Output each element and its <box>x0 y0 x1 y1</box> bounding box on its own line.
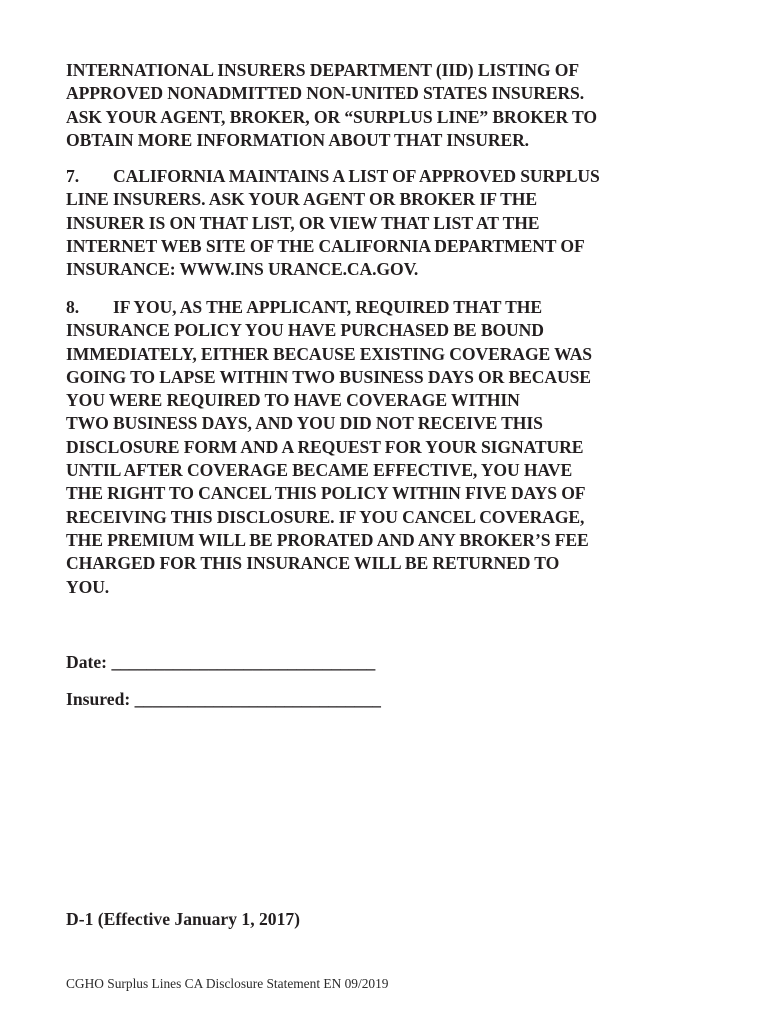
paragraph-8-line: THE RIGHT TO CANCEL THIS POLICY WITHIN FIVE DAYS OF <box>66 483 586 504</box>
paragraph-7-line: INTERNET WEB SITE OF THE CALIFORNIA DEPARTMENT OF <box>66 235 585 256</box>
paragraph-7-line: LINE INSURERS. ASK YOUR AGENT OR BROKER IF THE <box>66 189 538 210</box>
paragraph-8-line: IF YOU, AS THE APPLICANT, REQUIRED THAT THE <box>113 297 542 317</box>
intro-line: ASK YOUR AGENT, BROKER, OR “SURPLUS LINE” BROKER TO <box>66 106 597 127</box>
insured-signature-row <box>66 688 716 711</box>
intro-paragraph <box>66 59 716 152</box>
footer-text: CGHO Surplus Lines CA Disclosure Statement EN 09/2019 <box>66 976 389 991</box>
form-code: D-1 (Effective January 1, 2017) <box>66 909 301 929</box>
paragraph-8-line: YOU WERE REQUIRED TO HAVE COVERAGE WITHIN <box>66 390 520 411</box>
paragraph-8-line: TWO BUSINESS DAYS, AND YOU DID NOT RECEIVE THIS <box>66 413 543 434</box>
paragraph-8-line: THE PREMIUM WILL BE PRORATED AND ANY BROKER’S FEE <box>66 529 589 550</box>
paragraph-7-number: 7. <box>66 166 79 186</box>
paragraph-8 <box>66 296 716 599</box>
date-signature-row <box>66 651 716 674</box>
paragraph-7-first-line <box>66 165 716 188</box>
paragraph-7-line: INSURANCE: WWW.INS URANCE.CA.GOV. <box>66 259 419 280</box>
paragraph-8-first-line <box>66 296 716 319</box>
paragraph-8-line: GOING TO LAPSE WITHIN TWO BUSINESS DAYS OR BECAUSE <box>66 366 591 387</box>
paragraph-8-number: 8. <box>66 297 79 317</box>
paragraph-8-line: INSURANCE POLICY YOU HAVE PURCHASED BE BOUND <box>66 320 544 341</box>
paragraph-8-line: YOU. <box>66 576 110 597</box>
paragraph-7 <box>66 165 716 281</box>
insured-label: Insured: <box>66 689 131 709</box>
paragraph-8-line: UNTIL AFTER COVERAGE BECAME EFFECTIVE, YOU HAVE <box>66 460 573 481</box>
paragraph-8-line: IMMEDIATELY, EITHER BECAUSE EXISTING COVERAGE WAS <box>66 343 592 364</box>
date-field[interactable]: ______________________________ <box>111 652 376 672</box>
intro-line: APPROVED NONADMITTED NON-UNITED STATES INSURERS. <box>66 83 585 104</box>
paragraph-7-line: CALIFORNIA MAINTAINS A LIST OF APPROVED SURPLUS <box>113 166 600 186</box>
intro-line: INTERNATIONAL INSURERS DEPARTMENT (IID) LISTING OF <box>66 60 580 80</box>
intro-line: OBTAIN MORE INFORMATION ABOUT THAT INSURER. <box>66 129 529 150</box>
paragraph-8-line: RECEIVING THIS DISCLOSURE. IF YOU CANCEL COVERAGE, <box>66 506 585 527</box>
paragraph-8-line: DISCLOSURE FORM AND A REQUEST FOR YOUR SIGNATURE <box>66 436 584 457</box>
insured-signature-field[interactable]: ____________________________ <box>134 689 381 709</box>
paragraph-8-line: CHARGED FOR THIS INSURANCE WILL BE RETURNED TO <box>66 553 560 574</box>
date-label: Date: <box>66 652 108 672</box>
paragraph-7-line: INSURER IS ON THAT LIST, OR VIEW THAT LIST AT THE <box>66 212 540 233</box>
